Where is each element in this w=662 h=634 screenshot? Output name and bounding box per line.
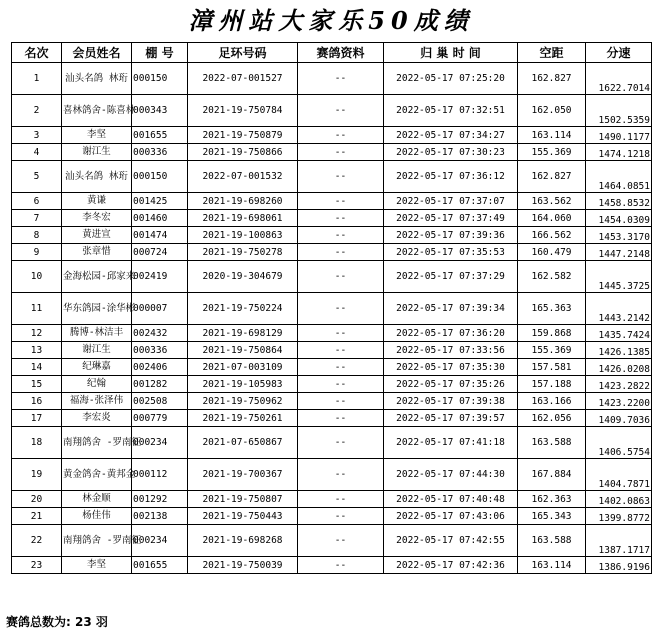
rank-cell: 1: [12, 63, 62, 95]
distance-cell: 155.369: [518, 342, 586, 359]
header-arrival: 归 巢 时 间: [384, 43, 518, 63]
loft-cell: 001282: [132, 376, 188, 393]
distance-cell: 165.343: [518, 508, 586, 525]
speed-cell: 1474.1218: [586, 144, 652, 161]
speed-cell: 1464.0851: [586, 161, 652, 193]
arrival-cell: 2022-05-17 07:41:18: [384, 427, 518, 459]
member-cell: 黄金鸽舍-黄邦金: [62, 459, 132, 491]
arrival-cell: 2022-05-17 07:35:53: [384, 244, 518, 261]
rank-cell: 17: [12, 410, 62, 427]
arrival-cell: 2022-05-17 07:39:57: [384, 410, 518, 427]
header-distance: 空距: [518, 43, 586, 63]
info-cell: --: [298, 525, 384, 557]
member-cell: 谢江生: [62, 144, 132, 161]
loft-cell: 000724: [132, 244, 188, 261]
speed-cell: 1490.1177: [586, 127, 652, 144]
arrival-cell: 2022-05-17 07:34:27: [384, 127, 518, 144]
loft-cell: 000343: [132, 95, 188, 127]
distance-cell: 159.868: [518, 325, 586, 342]
loft-cell: 000234: [132, 525, 188, 557]
loft-cell: 000007: [132, 293, 188, 325]
info-cell: --: [298, 244, 384, 261]
speed-cell: 1443.2142: [586, 293, 652, 325]
ring-cell: 2021-19-750864: [188, 342, 298, 359]
rank-cell: 7: [12, 210, 62, 227]
table-row: [12, 525, 652, 557]
speed-cell: 1423.2200: [586, 393, 652, 410]
rank-cell: 16: [12, 393, 62, 410]
info-cell: --: [298, 210, 384, 227]
rank-cell: 23: [12, 557, 62, 574]
arrival-cell: 2022-05-17 07:36:20: [384, 325, 518, 342]
arrival-cell: 2022-05-17 07:33:56: [384, 342, 518, 359]
arrival-cell: 2022-05-17 07:36:12: [384, 161, 518, 193]
ring-cell: 2021-19-750039: [188, 557, 298, 574]
rank-cell: 15: [12, 376, 62, 393]
rank-cell: 13: [12, 342, 62, 359]
info-cell: --: [298, 557, 384, 574]
header-info: 赛鸽资料: [298, 43, 384, 63]
ring-cell: 2021-19-750261: [188, 410, 298, 427]
arrival-cell: 2022-05-17 07:42:36: [384, 557, 518, 574]
distance-cell: 155.369: [518, 144, 586, 161]
ring-cell: 2021-19-750224: [188, 293, 298, 325]
loft-cell: 001460: [132, 210, 188, 227]
distance-cell: 157.581: [518, 359, 586, 376]
distance-cell: 163.166: [518, 393, 586, 410]
info-cell: --: [298, 161, 384, 193]
member-cell: 李宏炎: [62, 410, 132, 427]
table-row: [12, 508, 652, 525]
table-row: [12, 325, 652, 342]
info-cell: --: [298, 359, 384, 376]
distance-cell: 164.060: [518, 210, 586, 227]
member-cell: 纪琳嘉: [62, 359, 132, 376]
ring-cell: 2021-19-750879: [188, 127, 298, 144]
rank-cell: 2: [12, 95, 62, 127]
arrival-cell: 2022-05-17 07:39:34: [384, 293, 518, 325]
ring-cell: 2021-19-750866: [188, 144, 298, 161]
report-title: 漳州站大家乐50成绩: [188, 6, 474, 35]
info-cell: --: [298, 127, 384, 144]
arrival-cell: 2022-05-17 07:40:48: [384, 491, 518, 508]
member-cell: 喜林鸽舍-陈喜林: [62, 95, 132, 127]
arrival-cell: 2022-05-17 07:32:51: [384, 95, 518, 127]
table-row: [12, 359, 652, 376]
table-row: [12, 210, 652, 227]
speed-cell: 1447.2148: [586, 244, 652, 261]
distance-cell: 162.827: [518, 161, 586, 193]
ring-cell: 2021-19-698061: [188, 210, 298, 227]
ring-cell: 2021-19-750278: [188, 244, 298, 261]
speed-cell: 1622.7014: [586, 63, 652, 95]
loft-cell: 000150: [132, 161, 188, 193]
ring-cell: 2022-07-001527: [188, 63, 298, 95]
distance-cell: 163.114: [518, 127, 586, 144]
ring-cell: 2021-19-750807: [188, 491, 298, 508]
distance-cell: 162.827: [518, 63, 586, 95]
results-table: [11, 42, 652, 574]
rank-cell: 3: [12, 127, 62, 144]
table-row: [12, 459, 652, 491]
loft-cell: 001655: [132, 127, 188, 144]
table-row: [12, 227, 652, 244]
loft-cell: 000779: [132, 410, 188, 427]
info-cell: --: [298, 427, 384, 459]
rank-cell: 5: [12, 161, 62, 193]
table-row: [12, 557, 652, 574]
rank-cell: 12: [12, 325, 62, 342]
member-cell: 汕头名鸽 林珩: [62, 63, 132, 95]
table-row: [12, 144, 652, 161]
speed-cell: 1399.8772: [586, 508, 652, 525]
arrival-cell: 2022-05-17 07:37:29: [384, 261, 518, 293]
speed-cell: 1387.1717: [586, 525, 652, 557]
info-cell: --: [298, 144, 384, 161]
rank-cell: 18: [12, 427, 62, 459]
ring-cell: 2021-19-698129: [188, 325, 298, 342]
ring-cell: 2021-19-750962: [188, 393, 298, 410]
speed-cell: 1453.3170: [586, 227, 652, 244]
table-row: [12, 63, 652, 95]
ring-cell: 2021-07-650867: [188, 427, 298, 459]
total-count: 赛鸽总数为: 23 羽: [6, 615, 108, 629]
distance-cell: 162.582: [518, 261, 586, 293]
header-member: 会员姓名: [62, 43, 132, 63]
table-row: [12, 193, 652, 210]
speed-cell: 1406.5754: [586, 427, 652, 459]
loft-cell: 000336: [132, 144, 188, 161]
loft-cell: 001474: [132, 227, 188, 244]
info-cell: --: [298, 508, 384, 525]
speed-cell: 1402.0863: [586, 491, 652, 508]
distance-cell: 162.050: [518, 95, 586, 127]
member-cell: 李冬宏: [62, 210, 132, 227]
info-cell: --: [298, 227, 384, 244]
header-speed: 分速: [586, 43, 652, 63]
loft-cell: 002432: [132, 325, 188, 342]
distance-cell: 160.479: [518, 244, 586, 261]
loft-cell: 002406: [132, 359, 188, 376]
table-row: [12, 410, 652, 427]
table-row: [12, 491, 652, 508]
table-row: [12, 293, 652, 325]
loft-cell: 001292: [132, 491, 188, 508]
member-cell: 汕头名鸽 林珩: [62, 161, 132, 193]
rank-cell: 4: [12, 144, 62, 161]
arrival-cell: 2022-05-17 07:43:06: [384, 508, 518, 525]
ring-cell: 2021-19-698260: [188, 193, 298, 210]
distance-cell: 163.114: [518, 557, 586, 574]
arrival-cell: 2022-05-17 07:39:38: [384, 393, 518, 410]
speed-cell: 1458.8532: [586, 193, 652, 210]
speed-cell: 1435.7424: [586, 325, 652, 342]
table-row: [12, 244, 652, 261]
arrival-cell: 2022-05-17 07:37:07: [384, 193, 518, 210]
rank-cell: 6: [12, 193, 62, 210]
arrival-cell: 2022-05-17 07:25:20: [384, 63, 518, 95]
speed-cell: 1404.7871: [586, 459, 652, 491]
info-cell: --: [298, 459, 384, 491]
header-ring: 足环号码: [188, 43, 298, 63]
loft-cell: 000112: [132, 459, 188, 491]
info-cell: --: [298, 261, 384, 293]
speed-cell: 1454.0309: [586, 210, 652, 227]
rank-cell: 11: [12, 293, 62, 325]
rank-cell: 10: [12, 261, 62, 293]
member-cell: 腾博-林洁丰: [62, 325, 132, 342]
info-cell: --: [298, 491, 384, 508]
member-cell: 张章惜: [62, 244, 132, 261]
loft-cell: 000234: [132, 427, 188, 459]
ring-cell: 2021-07-003109: [188, 359, 298, 376]
ring-cell: 2021-19-750784: [188, 95, 298, 127]
speed-cell: 1426.1385: [586, 342, 652, 359]
arrival-cell: 2022-05-17 07:42:55: [384, 525, 518, 557]
arrival-cell: 2022-05-17 07:35:30: [384, 359, 518, 376]
rank-cell: 20: [12, 491, 62, 508]
info-cell: --: [298, 376, 384, 393]
speed-cell: 1502.5359: [586, 95, 652, 127]
distance-cell: 163.588: [518, 427, 586, 459]
ring-cell: 2022-07-001532: [188, 161, 298, 193]
loft-cell: 001425: [132, 193, 188, 210]
table-row: [12, 95, 652, 127]
member-cell: 华东鸽园-涂华彬: [62, 293, 132, 325]
arrival-cell: 2022-05-17 07:44:30: [384, 459, 518, 491]
rank-cell: 14: [12, 359, 62, 376]
distance-cell: 162.056: [518, 410, 586, 427]
table-row: [12, 427, 652, 459]
distance-cell: 163.562: [518, 193, 586, 210]
member-cell: 李坚: [62, 557, 132, 574]
info-cell: --: [298, 293, 384, 325]
arrival-cell: 2022-05-17 07:35:26: [384, 376, 518, 393]
rank-cell: 19: [12, 459, 62, 491]
speed-cell: 1426.0208: [586, 359, 652, 376]
info-cell: --: [298, 393, 384, 410]
ring-cell: 2020-19-304679: [188, 261, 298, 293]
rank-cell: 21: [12, 508, 62, 525]
arrival-cell: 2022-05-17 07:30:23: [384, 144, 518, 161]
info-cell: --: [298, 410, 384, 427]
header-rank: 名次: [12, 43, 62, 63]
speed-cell: 1409.7036: [586, 410, 652, 427]
ring-cell: 2021-19-698268: [188, 525, 298, 557]
ring-cell: 2021-19-100863: [188, 227, 298, 244]
info-cell: --: [298, 63, 384, 95]
member-cell: 纪翰: [62, 376, 132, 393]
distance-cell: 162.363: [518, 491, 586, 508]
distance-cell: 163.588: [518, 525, 586, 557]
distance-cell: 167.884: [518, 459, 586, 491]
distance-cell: 157.188: [518, 376, 586, 393]
table-row: [12, 127, 652, 144]
table-row: [12, 393, 652, 410]
arrival-cell: 2022-05-17 07:39:36: [384, 227, 518, 244]
info-cell: --: [298, 193, 384, 210]
table-row: [12, 261, 652, 293]
member-cell: 黄谦: [62, 193, 132, 210]
member-cell: 南翔鸽舍 -罗南征: [62, 525, 132, 557]
info-cell: --: [298, 95, 384, 127]
table-row: [12, 376, 652, 393]
header-loft: 棚 号: [132, 43, 188, 63]
rank-cell: 9: [12, 244, 62, 261]
member-cell: 黄进宣: [62, 227, 132, 244]
loft-cell: 000336: [132, 342, 188, 359]
loft-cell: 000150: [132, 63, 188, 95]
member-cell: 金海松园-邱家来: [62, 261, 132, 293]
distance-cell: 165.363: [518, 293, 586, 325]
member-cell: 李坚: [62, 127, 132, 144]
loft-cell: 002138: [132, 508, 188, 525]
ring-cell: 2021-19-105983: [188, 376, 298, 393]
speed-cell: 1445.3725: [586, 261, 652, 293]
member-cell: 福海-张泽伟: [62, 393, 132, 410]
table-row: [12, 342, 652, 359]
info-cell: --: [298, 325, 384, 342]
loft-cell: 002508: [132, 393, 188, 410]
rank-cell: 8: [12, 227, 62, 244]
member-cell: 杨佳伟: [62, 508, 132, 525]
loft-cell: 002419: [132, 261, 188, 293]
speed-cell: 1386.9196: [586, 557, 652, 574]
speed-cell: 1423.2822: [586, 376, 652, 393]
loft-cell: 001655: [132, 557, 188, 574]
arrival-cell: 2022-05-17 07:37:49: [384, 210, 518, 227]
ring-cell: 2021-19-750443: [188, 508, 298, 525]
table-row: [12, 161, 652, 193]
member-cell: 南翔鸽舍 -罗南征: [62, 427, 132, 459]
info-cell: --: [298, 342, 384, 359]
distance-cell: 166.562: [518, 227, 586, 244]
header-row: [12, 43, 652, 63]
ring-cell: 2021-19-700367: [188, 459, 298, 491]
rank-cell: 22: [12, 525, 62, 557]
member-cell: 谢江生: [62, 342, 132, 359]
member-cell: 林金顺: [62, 491, 132, 508]
